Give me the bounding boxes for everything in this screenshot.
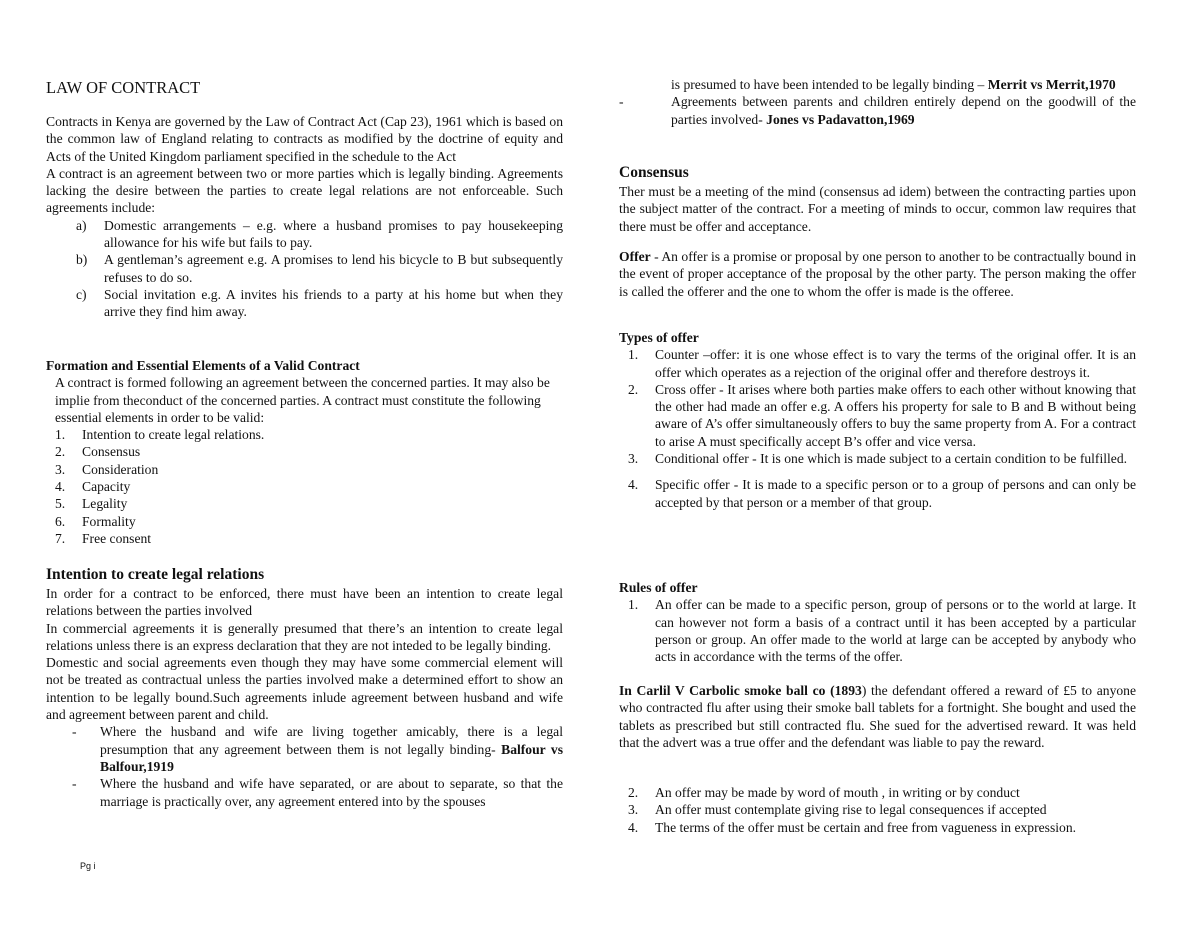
offer-text: - An offer is a promise or proposal by one person to another to be contractually bound in the event of proper acceptance of the proposal by the other party. The person making the offer is called the offerer and the one to whom the offer is made is the offeree.: [619, 249, 1136, 299]
list-item-text: Where the husband and wife have separated, or are about to separate, so that the marriage is practically over, any agreement entered into by the spouses: [100, 776, 563, 809]
list-marker: 7.: [55, 530, 66, 546]
consensus-heading: Consensus: [619, 164, 689, 181]
list-item: [55, 495, 563, 512]
list-item: [76, 286, 563, 321]
list-item: [55, 513, 563, 530]
intro-block: [46, 113, 563, 321]
list-marker: -: [619, 94, 624, 110]
formation-heading: Formation and Essential Elements of a Valid Contract: [46, 358, 360, 373]
list-item: [76, 217, 563, 252]
list-marker: -: [72, 776, 77, 792]
offer-paragraph: [619, 248, 1136, 300]
page-number: Pg i: [80, 861, 96, 871]
list-item-text: Legality: [82, 496, 128, 512]
list-item-text: Consideration: [82, 461, 159, 477]
list-marker: 3.: [55, 461, 66, 477]
intention-block: [46, 565, 563, 810]
carlill-block: [619, 682, 1136, 751]
list-item: [55, 478, 563, 495]
list-item-text: Specific offer - It is made to a specific person or to a group of persons and can only be accepted by that person or a member of that group.: [655, 477, 1136, 510]
list-marker: 1.: [628, 597, 639, 613]
offer-block: [619, 248, 1136, 300]
formation-paragraph: A contract is formed following an agreement between the concerned parties. It may also be implie from theconduct of the concerned parties. A contract must constitute the following essential elements in order to be valid:: [55, 375, 550, 425]
case-citation: In Carlil V Carbolic smoke ball co (1893: [619, 683, 862, 698]
case-citation: Merrit vs Merrit,1970: [987, 77, 1116, 92]
rules-list-continued: [628, 784, 1136, 836]
list-marker: 2.: [628, 785, 639, 800]
intention-paragraph-2: In commercial agreements it is generally presumed that there’s an intention to create legal relations unless there is an express declaration that they are not inteded to be legally binding.: [46, 620, 563, 653]
list-marker: 6.: [55, 513, 66, 529]
list-marker: a): [76, 217, 87, 233]
intention-paragraph-3: Domestic and social agreements even though they may have some commercial element will not be treated as contractual unless the parties involved make a determined effort to show an intention to be legally bound.Such agreements inlude agreement between husband and wife and agreement between parent and child.: [46, 655, 563, 723]
list-item-text: Agreements between parents and children entirely depend on the goodwill of the parties involved-: [671, 94, 1136, 127]
consensus-block: [619, 163, 1136, 235]
intro-paragraph-1: Contracts in Kenya are governed by the Law of Contract Act (Cap 23), 1961 which is based on the common law of England relating to contracts as modified by the doctrine of equity and Acts of the United Kingdom parliament specified in the schedule to the Act: [46, 114, 563, 164]
list-item-text: is presumed to have been intended to be legally binding –: [671, 77, 985, 92]
list-item-text: A gentleman’s agreement e.g. A promises to lend his bicycle to B but subsequently refuses to do so.: [104, 252, 563, 285]
consensus-paragraph: Ther must be a meeting of the mind (consensus ad idem) between the contracting parties upon the subject matter of the contract. For a meeting of minds to occur, common law requires that there must be offer and acceptance.: [619, 184, 1136, 234]
list-marker: -: [72, 724, 77, 740]
list-item-text: An offer can be made to a specific person, group of persons or to the world at large. It can however not form a basis of a contract until it has been accepted by a particular person or group. An offer made to the world at large can be accepted by anybody who acts in accordance with the terms of the offer.: [655, 597, 1136, 665]
list-item-text: Counter –offer: it is one whose effect is to vary the terms of the original offer. It is an offer which operates as a rejection of the original offer and therefore destroys it.: [655, 347, 1136, 380]
offer-label: Offer: [619, 249, 651, 264]
list-marker: 4.: [628, 819, 639, 835]
list-item-text: An offer may be made by word of mouth , in writing or by conduct: [655, 785, 1020, 800]
intention-heading: Intention to create legal relations: [46, 566, 265, 583]
elements-list: [55, 426, 563, 547]
list-item: [72, 723, 563, 775]
list-marker: 3.: [628, 451, 639, 467]
list-marker: c): [76, 286, 87, 302]
agreements-list: [76, 217, 563, 321]
list-item-text: Social invitation e.g. A invites his friends to a party at his home but when they arrive they find him away.: [104, 286, 563, 320]
rules-more-block: [619, 784, 1136, 836]
list-marker: 2.: [628, 381, 639, 397]
list-item-text: Domestic arrangements – e.g. where a husband promises to pay housekeeping allowance for his wife but fails to pay.: [104, 217, 563, 251]
list-item: [628, 381, 1136, 450]
document-title: LAW OF CONTRACT: [46, 78, 201, 97]
list-marker: 5.: [55, 496, 66, 512]
list-item: [628, 819, 1136, 836]
list-item: [628, 450, 1136, 467]
list-item: [619, 76, 1136, 93]
types-list: [628, 346, 1136, 511]
intention-paragraph-1: In order for a contract to be enforced, there must have been an intention to create legal relations between the parties involved: [46, 586, 563, 619]
list-item: [55, 443, 563, 460]
list-item: [628, 801, 1136, 818]
types-block: [619, 329, 1136, 511]
continuation-dash-list: [619, 76, 1136, 128]
carlill-paragraph: [619, 682, 1136, 751]
list-item-text: An offer must contemplate giving rise to legal consequences if accepted: [655, 802, 1047, 818]
list-item-text: The terms of the offer must be certain and free from vagueness in expression.: [655, 819, 1077, 835]
list-item-text: Intention to create legal relations.: [82, 427, 265, 443]
case-citation: Balfour vs Balfour,1919: [100, 741, 563, 774]
list-item-text: Formality: [82, 513, 136, 529]
list-marker: 3.: [628, 802, 639, 818]
case-citation: Jones vs Padavatton,1969: [766, 111, 915, 127]
list-item-text: Consensus: [82, 444, 141, 460]
list-item: [55, 426, 563, 443]
list-marker: 1.: [628, 347, 639, 363]
types-heading: Types of offer: [619, 330, 699, 345]
list-item: [628, 476, 1136, 511]
list-item-text: Where the husband and wife are living together amicably, there is a legal presumption that any agreement between them is not legally binding-: [100, 724, 563, 757]
intro-paragraph-2: A contract is an agreement between two or more parties which is legally binding. Agreements lacking the desire between the parties to create legal relations are not enforceable. Such agreements include:: [46, 165, 563, 216]
intention-dash-list: [72, 723, 563, 809]
continuation-block: [619, 76, 1136, 128]
list-item: [76, 251, 563, 286]
rules-list: [628, 596, 1136, 665]
formation-block: [46, 357, 563, 547]
list-marker: 4.: [628, 477, 639, 493]
list-item: [628, 784, 1136, 801]
list-marker: 4.: [55, 479, 66, 495]
list-item: [628, 596, 1136, 665]
list-item: [72, 775, 563, 810]
list-item-text: Cross offer - It arises where both parties make offers to each other without knowing that the other had made an offer e.g. A offers his property for sale to B and B without being aware of A’s offer simultaneously offers to buy the same property from A. For a contract to arise A must specifically accept B’s offer and vice versa.: [655, 381, 1136, 449]
list-marker: b): [76, 252, 88, 268]
list-item-text: Free consent: [82, 530, 152, 546]
list-marker: 2.: [55, 444, 66, 460]
list-item-text: Conditional offer - It is one which is made subject to a certain condition to be fulfilled.: [655, 451, 1128, 467]
carlill-text: ) the defendant offered a reward of £5 to anyone who contracted flu after using their smoke ball tablets for a fortnight. She bought and used the tablets as prescribed but still contracted flu. She sued for the advertised reward. It was held that the advert was a true offer and the defendant was liable to pay the reward.: [619, 683, 1136, 750]
list-marker: 1.: [55, 427, 66, 443]
rules-heading: Rules of offer: [619, 580, 698, 595]
list-item: [619, 93, 1136, 128]
list-item: [55, 530, 563, 547]
list-item: [55, 461, 563, 478]
list-item: [628, 346, 1136, 381]
rules-block: [619, 579, 1136, 665]
list-item-text: Capacity: [82, 479, 131, 495]
